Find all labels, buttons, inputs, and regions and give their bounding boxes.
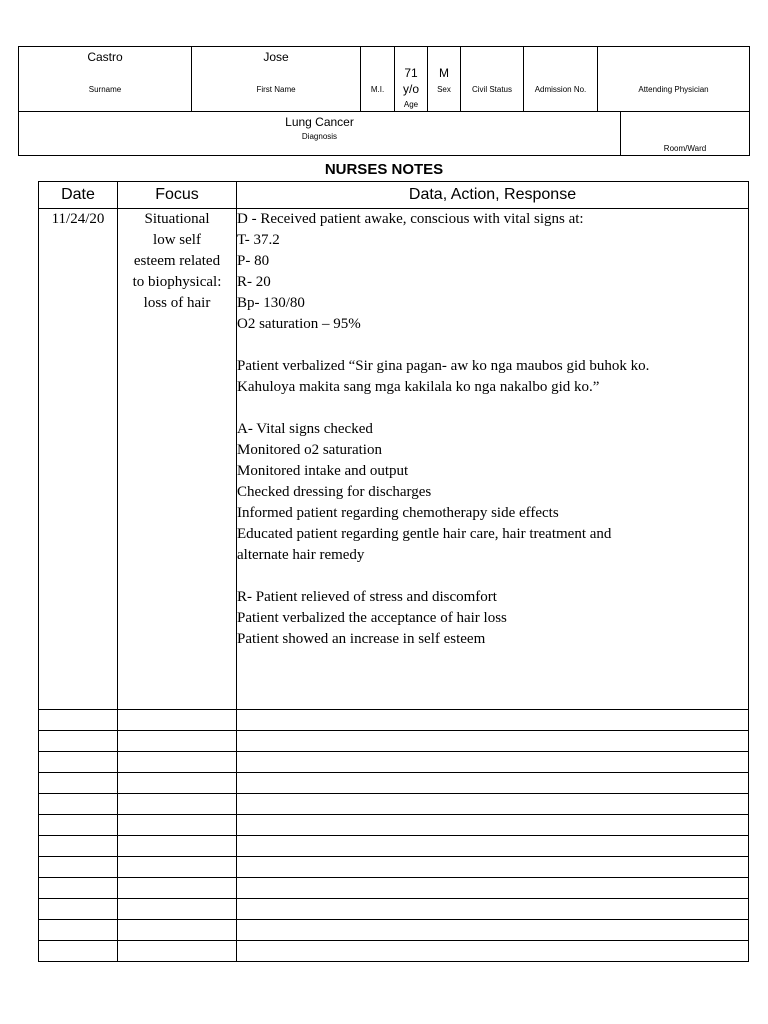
- blank-cell: [118, 710, 237, 731]
- entry-focus: [118, 209, 237, 710]
- blank-cell: [237, 878, 749, 899]
- age-cell: [394, 46, 428, 112]
- blank-row: [39, 794, 749, 815]
- page-title: NURSES NOTES: [324, 161, 444, 178]
- note-line: [237, 398, 748, 419]
- blank-cell: [39, 836, 118, 857]
- blank-cell: [118, 857, 237, 878]
- blank-row: [39, 836, 749, 857]
- room-ward-label: Room/Ward: [663, 144, 707, 153]
- blank-row: [39, 752, 749, 773]
- attending-physician-cell: [597, 46, 750, 112]
- blank-cell: [237, 899, 749, 920]
- blank-row: [39, 920, 749, 941]
- blank-cell: [39, 941, 118, 962]
- blank-cell: [237, 941, 749, 962]
- note-line: A- Vital signs checked: [237, 421, 373, 437]
- blank-cell: [39, 815, 118, 836]
- note-line: Kahuloya makita sang mga kakilala ko nga nakalbo gid ko.”: [237, 379, 600, 395]
- note-line: R- 20: [237, 274, 271, 290]
- diagnosis-value: Lung Cancer: [285, 115, 354, 129]
- table-row: [39, 209, 749, 710]
- blank-cell: [237, 794, 749, 815]
- diagnosis-label: Diagnosis: [301, 132, 338, 141]
- age-label: Age: [403, 100, 419, 109]
- note-line: P- 80: [237, 253, 270, 269]
- admission-no-label: Admission No.: [534, 85, 587, 94]
- blank-row: [39, 857, 749, 878]
- entry-date: 11/24/20: [39, 209, 118, 710]
- note-line: Bp- 130/80: [237, 295, 305, 311]
- blank-row: [39, 731, 749, 752]
- blank-cell: [39, 773, 118, 794]
- surname-value: Castro: [87, 50, 123, 64]
- first-name-cell: [191, 46, 361, 112]
- blank-row: [39, 710, 749, 731]
- blank-cell: [39, 920, 118, 941]
- note-line: Patient verbalized the acceptance of hair loss: [237, 610, 507, 626]
- blank-cell: [237, 857, 749, 878]
- blank-cell: [39, 752, 118, 773]
- age-value: 71: [404, 66, 418, 80]
- first-name-label: First Name: [256, 85, 296, 94]
- diagnosis-cell: [18, 111, 621, 156]
- blank-row: [39, 941, 749, 962]
- note-line: Educated patient regarding gentle hair care, hair treatment and: [237, 526, 612, 542]
- note-line: Informed patient regarding chemotherapy side effects: [237, 505, 559, 521]
- note-line: Monitored intake and output: [237, 463, 409, 479]
- blank-cell: [237, 815, 749, 836]
- blank-row: [39, 773, 749, 794]
- note-line: alternate hair remedy: [237, 547, 365, 563]
- surname-cell: [18, 46, 192, 112]
- table-header-row: [39, 182, 749, 209]
- blank-cell: [118, 752, 237, 773]
- focus-line: Situational: [144, 211, 210, 227]
- note-line: [237, 335, 748, 356]
- blank-cell: [118, 836, 237, 857]
- blank-cell: [39, 731, 118, 752]
- age-unit: y/o: [402, 82, 419, 96]
- note-line: [237, 566, 748, 587]
- sex-value: M: [439, 66, 449, 80]
- blank-row: [39, 878, 749, 899]
- blank-cell: [237, 836, 749, 857]
- blank-cell: [118, 878, 237, 899]
- blank-cell: [237, 752, 749, 773]
- focus-line: esteem related: [133, 253, 221, 269]
- focus-line: loss of hair: [143, 295, 211, 311]
- note-line: Monitored o2 saturation: [237, 442, 382, 458]
- admission-no-cell: [523, 46, 598, 112]
- focus-line: to biophysical:: [132, 274, 222, 290]
- blank-cell: [39, 710, 118, 731]
- sex-cell: [427, 46, 461, 112]
- dar-column-header: Data, Action, Response: [237, 182, 749, 209]
- entry-data-action-response: [237, 209, 749, 710]
- blank-cell: [118, 815, 237, 836]
- blank-cell: [237, 710, 749, 731]
- focus-column-header: Focus: [118, 182, 237, 209]
- note-line: D - Received patient awake, conscious with vital signs at:: [237, 211, 584, 227]
- attending-physician-label: Attending Physician: [638, 85, 709, 94]
- blank-cell: [39, 857, 118, 878]
- blank-cell: [118, 731, 237, 752]
- note-line: Patient showed an increase in self esteem: [237, 631, 486, 647]
- blank-cell: [237, 920, 749, 941]
- mi-label: M.I.: [370, 85, 385, 94]
- date-column-header: Date: [39, 182, 118, 209]
- blank-cell: [39, 878, 118, 899]
- room-ward-cell: [620, 111, 750, 156]
- blank-cell: [39, 899, 118, 920]
- blank-cell: [118, 773, 237, 794]
- note-line: T- 37.2: [237, 232, 280, 248]
- note-line: R- Patient relieved of stress and discomfort: [237, 589, 497, 605]
- blank-cell: [39, 794, 118, 815]
- note-line: Patient verbalized “Sir gina pagan- aw ko nga maubos gid buhok ko.: [237, 358, 650, 374]
- note-line: O2 saturation – 95%: [237, 316, 361, 332]
- blank-row: [39, 815, 749, 836]
- blank-cell: [237, 731, 749, 752]
- mi-cell: [360, 46, 395, 112]
- blank-cell: [118, 899, 237, 920]
- blank-cell: [118, 794, 237, 815]
- blank-row: [39, 899, 749, 920]
- civil-status-label: Civil Status: [471, 85, 512, 94]
- blank-cell: [237, 773, 749, 794]
- focus-line: low self: [153, 232, 201, 248]
- blank-cell: [118, 920, 237, 941]
- first-name-value: Jose: [263, 50, 289, 64]
- civil-status-cell: [460, 46, 524, 112]
- note-line: Checked dressing for discharges: [237, 484, 432, 500]
- sex-label: Sex: [437, 85, 451, 94]
- surname-label: Surname: [88, 85, 122, 94]
- nurses-notes-table: [38, 181, 749, 962]
- blank-cell: [118, 941, 237, 962]
